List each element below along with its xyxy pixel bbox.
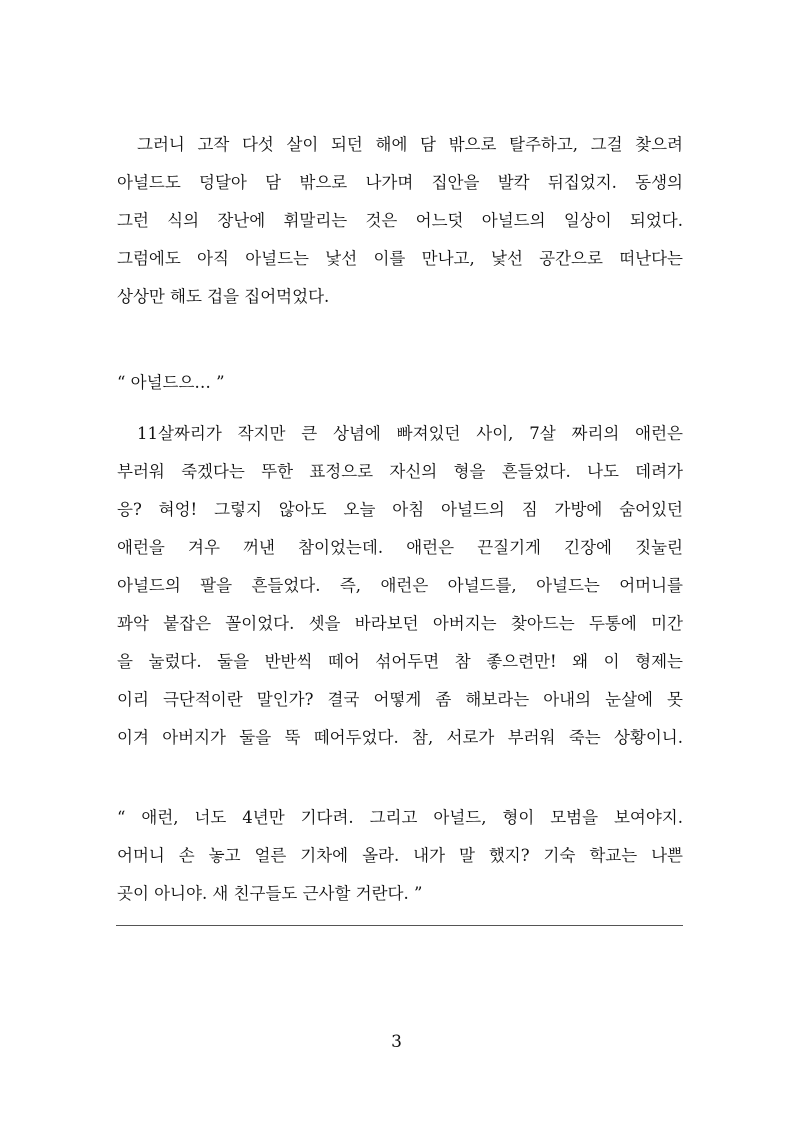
- text-line: 그러니 고작 다섯 살이 되던 해에 담 밖으로 탈주하고, 그걸 찾으려: [137, 135, 683, 154]
- text-line: 어머니 손 놓고 얼른 기차에 올라. 내가 말 했지? 기숙 학교는 나쁜: [117, 846, 683, 865]
- text-line: 상상만 해도 겁을 집어먹었다.: [117, 287, 330, 306]
- dialogue-paragraph: [117, 799, 683, 913]
- text-line: 이리 극단적이란 말인가? 결국 어떻게 좀 해보라는 아내의 눈살에 못: [117, 690, 683, 709]
- text-line: 꽈악 붙잡은 꼴이었다. 셋을 바라보던 아버지는 찾아드는 두통에 미간: [117, 614, 683, 633]
- footer-divider: [116, 925, 683, 926]
- dialogue-line: [117, 364, 683, 402]
- text-line: 아널드도 덩달아 담 밖으로 나가며 집안을 발칵 뒤집었지. 동생의: [117, 173, 683, 192]
- text-line: 응? 혀엉! 그렇지 않아도 오늘 아침 아널드의 짐 가방에 숨어있던: [117, 500, 683, 519]
- text-line: 부러워 죽겠다는 뚜한 표정으로 자신의 형을 흔들었다. 나도 데려가: [117, 462, 683, 481]
- text-line: 그런 식의 장난에 휘말리는 것은 어느덧 아널드의 일상이 되었다.: [117, 211, 683, 230]
- text-line: 곳이 아니야. 새 친구들도 근사할 거란다. ”: [117, 884, 423, 903]
- text-line: 11살짜리가 작지만 큰 상념에 빠져있던 사이, 7살 짜리의 애런은: [137, 424, 683, 443]
- page-number: 3: [391, 1032, 402, 1052]
- narrative-paragraph: [117, 415, 683, 757]
- text-line: 그럼에도 아직 아널드는 낯선 이를 만나고, 낯선 공간으로 떠난다는: [117, 249, 683, 268]
- text-line: “ 아널드으… ”: [117, 373, 225, 392]
- text-line: 애런을 겨우 꺼낸 참이었는데. 애런은 끈질기게 긴장에 짓눌린: [117, 538, 683, 557]
- text-line: 을 눌렀다. 둘을 반반씩 떼어 섞어두면 참 좋으련만! 왜 이 형제는: [117, 652, 683, 671]
- text-line: 아널드의 팔을 흔들었다. 즉, 애런은 아널드를, 아널드는 어머니를: [117, 576, 683, 595]
- text-line: 이겨 아버지가 둘을 뚝 떼어두었다. 참, 서로가 부러워 죽는 상황이니.: [117, 728, 683, 747]
- text-line: “ 애런, 너도 4년만 기다려. 그리고 아널드, 형이 모범을 보여야지.: [117, 808, 683, 827]
- narrative-paragraph: [117, 126, 683, 316]
